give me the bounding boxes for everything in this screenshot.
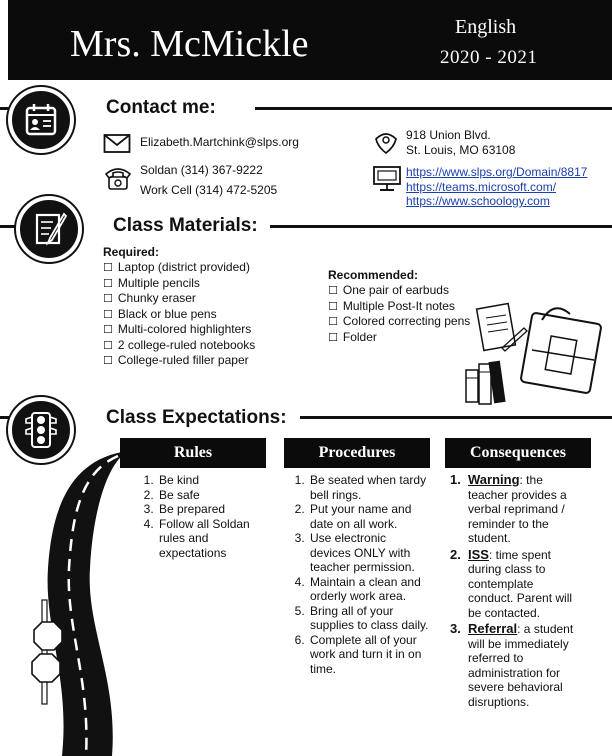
list-item: 4. Maintain a clean and orderly work area.	[308, 575, 430, 604]
contact-title: Contact me:	[102, 97, 220, 119]
location-pin-icon	[372, 131, 400, 157]
consequence-text: : the teacher provides a verbal reprimand / reminder to the student.	[468, 473, 567, 545]
list-item: ☐ Chunky eraser	[103, 291, 255, 307]
list-item: ☐ Multi-colored highlighters	[103, 322, 255, 338]
procedures-header: Procedures	[284, 438, 430, 468]
school-year: 2020 - 2021	[440, 47, 538, 68]
email-address[interactable]: Elizabeth.Martchink@slps.org	[140, 135, 299, 149]
school-supplies-illustration	[462, 298, 610, 410]
list-item: 4. Follow all Soldan rules and expectations	[157, 517, 269, 561]
materials-title: Class Materials:	[109, 215, 262, 237]
list-item: ☐ Black or blue pens	[103, 307, 255, 323]
expectations-title: Class Expectations:	[102, 407, 291, 429]
consequences-list	[450, 473, 580, 711]
notebook-pencil-icon	[16, 196, 82, 262]
required-label: Required:	[103, 245, 160, 259]
list-item: ☐ Multiple pencils	[103, 276, 255, 292]
list-item: ☐ One pair of earbuds	[328, 283, 470, 299]
rules-header: Rules	[120, 438, 266, 468]
consequence-text: : time spent during class to contemplate conduct. Parent will be contacted.	[468, 547, 573, 620]
item-number: 2.	[450, 546, 461, 562]
list-item: 1. Be seated when tardy bell rings.	[308, 473, 430, 502]
address-line1: 918 Union Blvd.	[406, 128, 491, 142]
teacher-name: Mrs. McMickle	[70, 23, 309, 65]
list-item	[450, 622, 580, 709]
list-item	[450, 473, 580, 546]
consequence-text: : a student will be immediately referred to administration for severe behavioral disruptions.	[468, 622, 574, 709]
phone-cell[interactable]: Work Cell (314) 472-5205	[140, 183, 278, 197]
recommended-list	[328, 268, 470, 345]
calendar-icon	[8, 87, 74, 153]
section-rule	[300, 416, 612, 419]
list-item: 5. Bring all of your supplies to class daily.	[308, 604, 430, 633]
rules-list	[139, 473, 269, 560]
procedures-list	[290, 473, 430, 676]
list-item: ☐ Multiple Post-It notes	[328, 299, 470, 315]
consequence-term: ISS	[468, 546, 489, 562]
list-item: 2. Be safe	[157, 488, 269, 503]
list-item: 3. Use electronic devices ONLY with teacher permission.	[308, 531, 430, 575]
telephone-icon	[103, 165, 133, 191]
section-rule	[255, 107, 612, 110]
list-item: 2. Put your name and date on all work.	[308, 502, 430, 531]
schoology-link[interactable]: https://www.schoology.com	[406, 194, 550, 208]
recommended-label: Recommended:	[328, 268, 419, 282]
section-rule	[270, 225, 612, 228]
required-list	[103, 245, 255, 369]
envelope-icon	[103, 133, 131, 155]
list-item: 1. Be kind	[157, 473, 269, 488]
address-line2: St. Louis, MO 63108	[406, 143, 516, 157]
computer-monitor-icon	[372, 165, 402, 193]
list-item: ☐ Laptop (district provided)	[103, 260, 255, 276]
list-item: 6. Complete all of your work and turn it in on time.	[308, 633, 430, 677]
teams-link[interactable]: https://teams.microsoft.com/	[406, 179, 557, 194]
consequence-term: Warning	[468, 472, 520, 487]
list-item	[450, 548, 580, 621]
list-item: ☐ College-ruled filler paper	[103, 353, 255, 369]
list-item: 3. Be prepared	[157, 502, 269, 517]
consequences-header: Consequences	[445, 438, 591, 468]
item-number: 1.	[450, 472, 461, 487]
website-links	[406, 165, 587, 209]
list-item: ☐ Colored correcting pens	[328, 314, 470, 330]
district-link[interactable]: https://www.slps.org/Domain/8817	[406, 165, 588, 179]
stop-sign-illustration	[28, 598, 64, 708]
list-item: ☐ 2 college-ruled notebooks	[103, 338, 255, 354]
phone-school[interactable]: Soldan (314) 367-9222	[140, 163, 263, 177]
consequence-term: Referral	[468, 621, 518, 636]
subject-title: English	[455, 16, 517, 38]
item-number: 3.	[450, 621, 461, 636]
list-item: ☐ Folder	[328, 330, 470, 346]
